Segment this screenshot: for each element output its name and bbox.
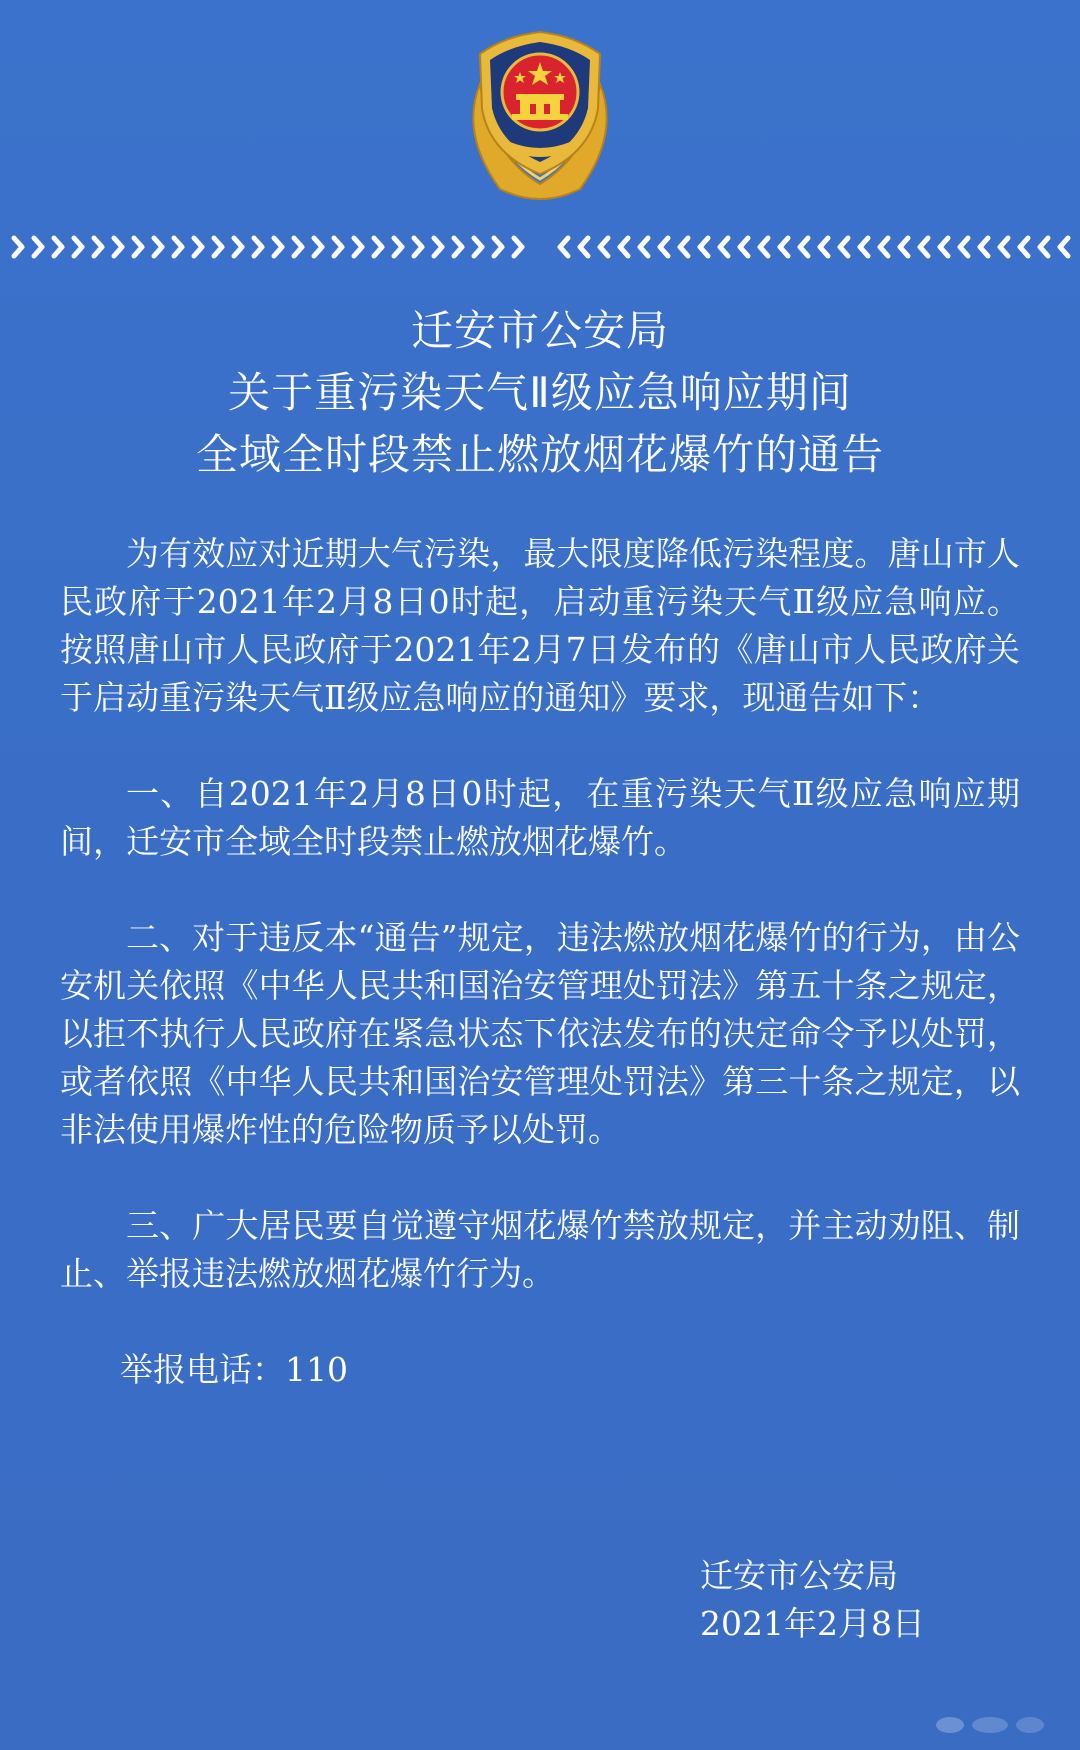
chevron-right-icon bbox=[374, 238, 382, 256]
signature-org: 迁安市公安局 bbox=[700, 1556, 898, 1595]
notice-title bbox=[0, 300, 1080, 486]
chevron-left-icon bbox=[780, 238, 788, 256]
chevron-right-icon bbox=[454, 238, 462, 256]
chevron-right-icon bbox=[314, 238, 322, 256]
chevron-left-icon bbox=[900, 238, 908, 256]
chevron-right-icon bbox=[334, 238, 342, 256]
chevron-left-icon bbox=[920, 238, 928, 256]
clause-2: 二、对于违反本“通告”规定，违法燃放烟花爆竹的行为，由公安机关依照《中华人民共和国治安管理处罚法》第五十条之规定，以拒不执行人民政府在紧急状态下依法发布的决定命令予以处罚，或者依照《中华人民共和国治安管理处罚法》第三十条之规定，以非法使用爆炸性的危险物质予以处罚。 bbox=[60, 918, 1020, 1149]
chevron-right-icon bbox=[514, 238, 522, 256]
clause-1: 一、自2021年2月8日0时起，在重污染天气Ⅱ级应急响应期间，迁安市全域全时段禁止燃放烟花爆竹。 bbox=[60, 774, 1020, 861]
chevron-left-icon bbox=[1000, 238, 1008, 256]
chevron-left-icon bbox=[940, 238, 948, 256]
chevron-right-icon bbox=[494, 238, 502, 256]
chevron-left-icon bbox=[680, 238, 688, 256]
chevron-right-icon bbox=[194, 238, 202, 256]
chevron-left-icon bbox=[760, 238, 768, 256]
chevron-left-icon bbox=[600, 238, 608, 256]
chevron-right-icon bbox=[414, 238, 422, 256]
chevron-left-icon bbox=[860, 238, 868, 256]
chevron-left-icon bbox=[840, 238, 848, 256]
chevron-right-icon bbox=[114, 238, 122, 256]
report-hotline: 举报电话：110 bbox=[120, 1350, 348, 1389]
chevron-left-icon bbox=[640, 238, 648, 256]
signature-block bbox=[700, 1552, 925, 1648]
chevron-left-icon bbox=[660, 238, 668, 256]
chevron-left-icon bbox=[580, 238, 588, 256]
chevron-right-icon bbox=[34, 238, 42, 256]
chevron-right-icon bbox=[474, 238, 482, 256]
watermark-icon bbox=[930, 1712, 1050, 1738]
police-emblem-icon bbox=[440, 14, 640, 214]
title-line-1: 迁安市公安局 bbox=[410, 306, 669, 355]
chevron-left-icon bbox=[1060, 238, 1068, 256]
chevron-right-icon bbox=[354, 238, 362, 256]
chevron-left-icon bbox=[880, 238, 888, 256]
chevron-right-icon bbox=[94, 238, 102, 256]
chevron-left-icon bbox=[620, 238, 628, 256]
chevron-right-icon bbox=[394, 238, 402, 256]
chevron-right-icon bbox=[234, 238, 242, 256]
chevron-right-icon bbox=[254, 238, 262, 256]
chevron-left-icon bbox=[820, 238, 828, 256]
chevron-right-icon bbox=[174, 238, 182, 256]
chevron-right-icon bbox=[294, 238, 302, 256]
title-line-2: 关于重污染天气Ⅱ级应急响应期间 bbox=[228, 368, 852, 417]
chevron-left-icon bbox=[1020, 238, 1028, 256]
chevron-right-icon bbox=[14, 238, 22, 256]
chevron-right-icon bbox=[134, 238, 142, 256]
chevron-left-icon bbox=[1040, 238, 1048, 256]
chevron-right-icon bbox=[154, 238, 162, 256]
chevron-left-icon bbox=[740, 238, 748, 256]
chevron-right-icon bbox=[214, 238, 222, 256]
signature-date: 2021年2月8日 bbox=[700, 1604, 925, 1643]
chevron-left-icon bbox=[700, 238, 708, 256]
chevron-right-icon bbox=[54, 238, 62, 256]
chevron-right-icon bbox=[274, 238, 282, 256]
chevron-right-icon bbox=[434, 238, 442, 256]
notice-body bbox=[60, 530, 1020, 1394]
chevron-left-icon bbox=[800, 238, 808, 256]
chevron-right-icon bbox=[74, 238, 82, 256]
intro-paragraph: 为有效应对近期大气污染，最大限度降低污染程度。唐山市人民政府于2021年2月8日0时起，启动重污染天气Ⅱ级应急响应。按照唐山市人民政府于2021年2月7日发布的《唐山市人民政府关于启动重污染天气Ⅱ级应急响应的通知》要求，现通告如下： bbox=[60, 534, 1020, 717]
clause-3: 三、广大居民要自觉遵守烟花爆竹禁放规定，并主动劝阻、制止、举报违法燃放烟花爆竹行为。 bbox=[60, 1206, 1020, 1293]
title-line-3: 全域全时段禁止燃放烟花爆竹的通告 bbox=[195, 430, 884, 479]
chevron-left-icon bbox=[960, 238, 968, 256]
chevron-divider-icon bbox=[0, 232, 1080, 262]
chevron-left-icon bbox=[560, 238, 568, 256]
chevron-left-icon bbox=[720, 238, 728, 256]
chevron-left-icon bbox=[980, 238, 988, 256]
